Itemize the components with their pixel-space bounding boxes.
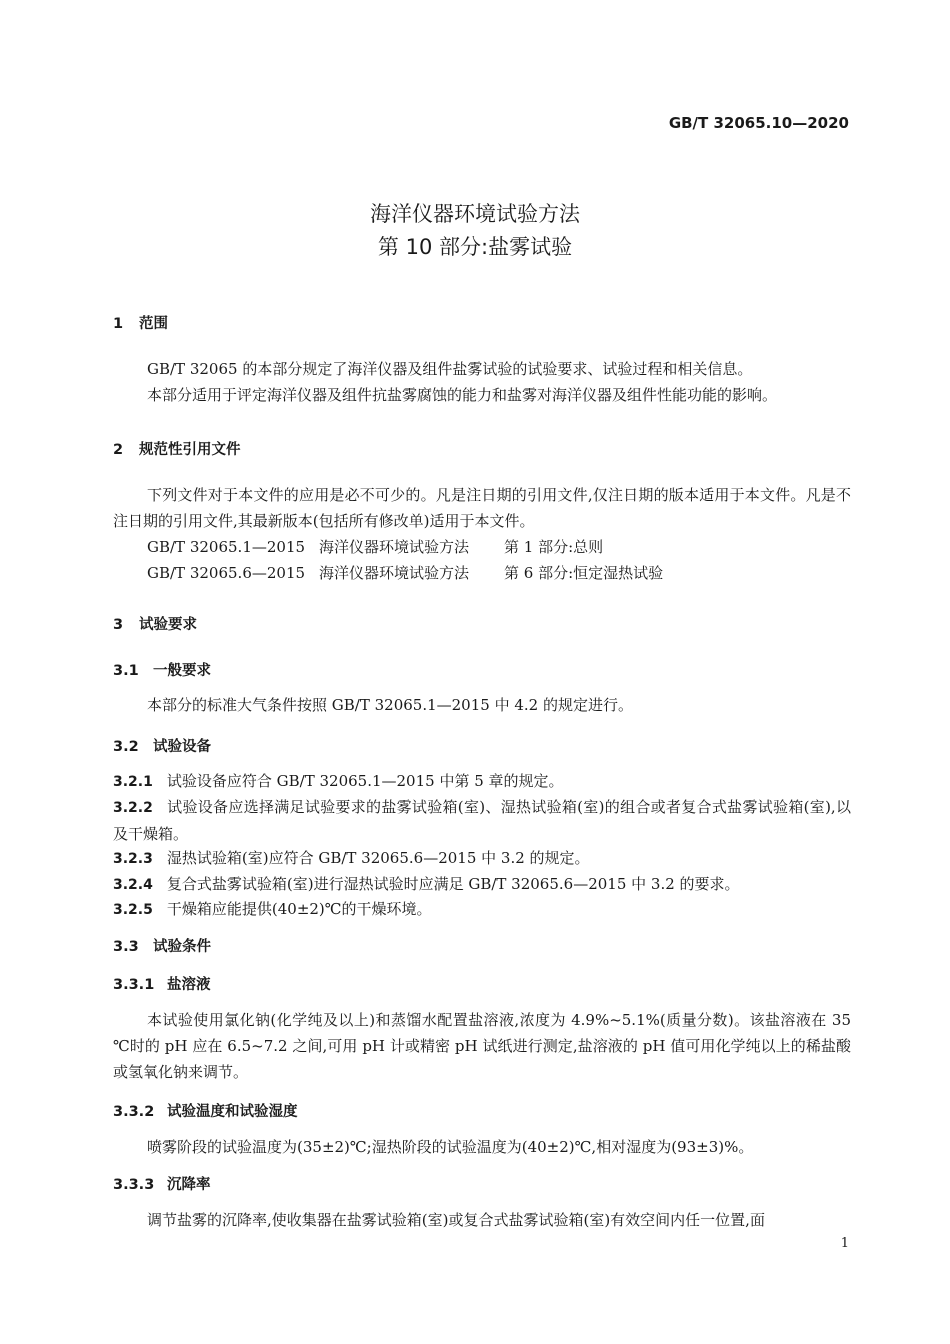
clause-number: 3.2.3 [113,851,153,867]
document-title-line1: 海洋仪器环境试验方法 [370,202,580,226]
clause-text: 试验设备应符合 GB/T 32065.1—2015 中第 5 章的规定。 [166,772,564,790]
clause-text: 试验设备应选择满足试验要求的盐雾试验箱(室)、湿热试验箱(室)的组合或者复合式盐雾试验箱(室),以及干燥箱。 [113,798,851,843]
subsection-number: 3.1 [113,663,139,679]
clause-3-2-1 [113,768,851,795]
document-title-line2: 第 10 部分:盐雾试验 [377,235,573,259]
clause-number: 3.2.4 [113,877,153,893]
clause-3-2-3 [113,845,851,872]
scope-paragraph-2: 本部分适用于评定海洋仪器及组件抗盐雾腐蚀的能力和盐雾对海洋仪器及组件性能功能的影响。 [147,386,778,404]
reference-item [147,562,663,583]
normative-references-paragraph: 下列文件对于本文件的应用是必不可少的。凡是注日期的引用文件,仅注日期的版本适用于本文件。凡是不注日期的引用文件,其最新版本(包括所有修改单)适用于本文件。 [113,486,851,530]
clause-number: 3.2.5 [113,902,153,918]
subsection-heading-3-1 [113,659,211,680]
section-number: 3 [113,617,124,633]
subsection-number: 3.2 [113,739,139,755]
subsection-heading-3-3 [113,935,211,956]
subsection-title: 沉降率 [167,1177,211,1193]
subsection-heading-3-2 [113,735,211,756]
clause-text: 湿热试验箱(室)应符合 GB/T 32065.6—2015 中 3.2 的规定。 [166,849,590,867]
clause-3-2-2 [113,794,851,847]
scope-paragraph-1: GB/T 32065 的本部分规定了海洋仪器及组件盐雾试验的试验要求、试验过程和相关信息。 [147,360,753,378]
section-number: 1 [113,316,124,332]
settling-rate-paragraph: 调节盐雾的沉降率,使收集器在盐雾试验箱(室)或复合式盐雾试验箱(室)有效空间内任一位置,面 [147,1211,765,1229]
temperature-humidity-paragraph: 喷雾阶段的试验温度为(35±2)℃;湿热阶段的试验温度为(40±2)℃,相对湿度为(93±3)%。 [147,1138,754,1156]
subsection-title: 试验设备 [153,739,211,755]
reference-code: GB/T 32065.6—2015 [147,564,306,582]
subsection-heading-3-3-3 [113,1173,211,1194]
clause-text: 干燥箱应能提供(40±2)℃的干燥环境。 [166,900,432,918]
section-title: 规范性引用文件 [139,442,241,458]
reference-name: 海洋仪器环境试验方法 [319,538,470,556]
clause-number: 3.2.2 [113,800,153,816]
subsection-number: 3.3.3 [113,1177,155,1193]
subsection-title: 试验温度和试验湿度 [167,1104,298,1120]
subsection-title: 盐溶液 [167,977,211,993]
clause-text: 复合式盐雾试验箱(室)进行湿热试验时应满足 GB/T 32065.6—2015 中 3.2 的要求。 [166,875,740,893]
clause-number: 3.2.1 [113,774,153,790]
section-number: 2 [113,442,124,458]
section-heading-1 [113,312,168,333]
salt-solution-paragraph: 本试验使用氯化钠(化学纯及以上)和蒸馏水配置盐溶液,浓度为 4.9%~5.1%(质量分数)。该盐溶液在 35 ℃时的 pH 应在 6.5~7.2 之间,可用 pH 计或精密 pH 试纸进行测定,盐溶液的 pH 值可用化学纯以上的稀盐酸或氢氧化钠来调节。 [113,1011,851,1081]
subsection-title: 一般要求 [153,663,211,679]
clause-3-2-5 [113,896,851,923]
reference-part: 第 6 部分:恒定湿热试验 [504,564,664,582]
section-title: 试验要求 [139,617,197,633]
subsection-title: 试验条件 [153,939,211,955]
reference-part: 第 1 部分:总则 [504,538,604,556]
subsection-heading-3-3-1 [113,973,211,994]
section-title: 范围 [139,316,168,332]
clause-3-2-4 [113,871,851,898]
subsection-number: 3.3.2 [113,1104,155,1120]
general-requirements-paragraph: 本部分的标准大气条件按照 GB/T 32065.1—2015 中 4.2 的规定进行。 [147,696,633,714]
reference-item [147,536,603,557]
section-heading-2 [113,438,241,459]
reference-code: GB/T 32065.1—2015 [147,538,306,556]
subsection-number: 3.3.1 [113,977,155,993]
standard-code: GB/T 32065.10—2020 [668,114,849,132]
page-number: 1 [840,1236,849,1251]
reference-name: 海洋仪器环境试验方法 [319,564,470,582]
section-heading-3 [113,613,197,634]
subsection-number: 3.3 [113,939,139,955]
subsection-heading-3-3-2 [113,1100,298,1121]
